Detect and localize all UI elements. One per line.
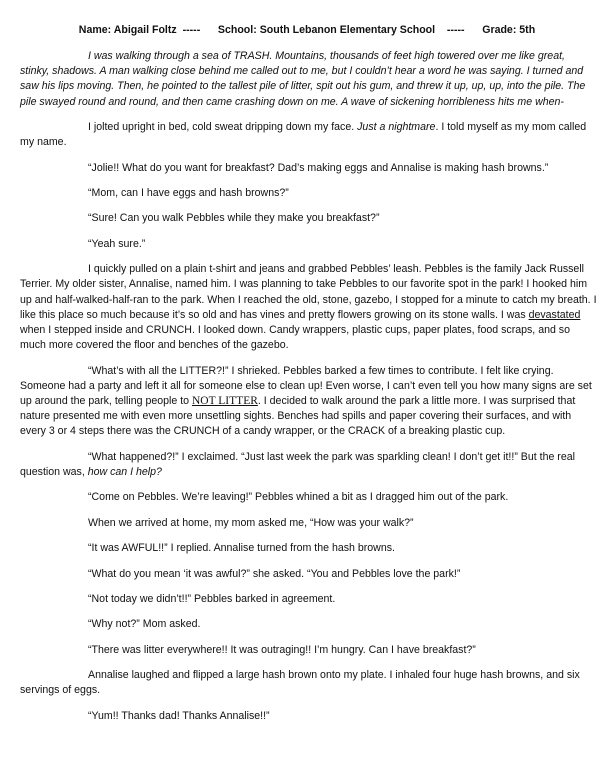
header-separator: -----	[446, 24, 465, 36]
grade-level: Grade: 5th	[482, 24, 536, 36]
header-separator: -----	[182, 24, 201, 36]
school-name: School: South Lebanon Elementary School	[217, 24, 436, 36]
paragraph-text: . I told myself as my mom called my name.	[20, 121, 587, 149]
underlined-text: NOT LITTER	[191, 394, 258, 407]
story-paragraph: “What do you mean ‘it was awful?” she asked. “You and Pebbles love the park!”	[88, 567, 461, 580]
story-paragraph: “Mom, can I have eggs and hash browns?”	[88, 186, 289, 199]
story-paragraph: Annalise laughed and flipped a large hash brown onto my plate. I inhaled four huge hash browns, and six servings of eggs.	[20, 669, 580, 697]
story-paragraph: I was walking through a sea of TRASH. Mountains, thousands of feet high towered over me like great, stinky, shadows. A man walking close behind me called out to me, but I couldn’t hear a word he was saying. I turned and saw his lips moving. Then, he pointed to the tallest pile of litter, spit out his gum, and threw it up, up, up, into the pile. The pile swayed round and round, and then came crashing down on me. A wave of sickening horribleness hits me when-	[20, 50, 586, 108]
paragraph-text: “What happened?!” I exclaimed. “Just last week the park was sparkling clean! I don’t get it!!” But the real question was,	[20, 450, 575, 478]
story-paragraph: “Sure! Can you walk Pebbles while they make you breakfast?”	[88, 212, 380, 225]
story-paragraph: “It was AWFUL!!” I replied. Annalise turned from the hash browns.	[88, 542, 395, 555]
story-paragraph	[20, 120, 597, 150]
story-paragraph: “Why not?” Mom asked.	[88, 618, 201, 631]
student-name: Name: Abigail Foltz	[78, 24, 177, 36]
story-paragraph	[20, 262, 597, 353]
story-body	[20, 49, 597, 734]
story-paragraph: “Jolie!! What do you want for breakfast? Dad’s making eggs and Annalise is making hash browns.”	[88, 161, 549, 174]
underlined-text: devastated	[528, 308, 581, 321]
story-paragraph: “Not today we didn’t!!” Pebbles barked in agreement.	[88, 592, 336, 605]
paragraph-text: “What’s with all the LITTER?!” I shrieked. Pebbles barked a few times to contribute. I felt like crying. Someone had a party and left it all for someone else to clean up! Even worse, I can’t even tell you how many signs are set up around the park, telling people to	[20, 364, 592, 407]
paragraph-text: I jolted upright in bed, cold sweat dripping down my face.	[88, 121, 358, 133]
document-header	[0, 24, 614, 36]
story-paragraph	[20, 364, 597, 440]
story-paragraph: “Yeah sure.”	[88, 237, 146, 250]
story-paragraph: “There was litter everywhere!! It was outraging!! I’m hungry. Can I have breakfast?”	[88, 643, 476, 656]
story-paragraph: “Yum!! Thanks dad! Thanks Annalise!!”	[88, 709, 270, 722]
italic-text: how can I help?	[87, 465, 162, 478]
story-paragraph	[20, 450, 597, 480]
story-paragraph: When we arrived at home, my mom asked me, “How was your walk?”	[88, 516, 414, 529]
italic-text: Just a nightmare	[357, 121, 436, 133]
paragraph-text: when I stepped inside and CRUNCH. I looked down. Candy wrappers, plastic cups, paper plates, food scraps, and so much more covered the floor and benches of the gazebo.	[20, 323, 570, 352]
paragraph-text: I quickly pulled on a plain t-shirt and jeans and grabbed Pebbles’ leash. Pebbles is the family Jack Russell Terrier. My older sister, Annalise, named him. I was planning to take Pebbles to our favorite spot in the park! I hooked him up and half-walked-half-ran to the park. When I reached the old, stone, gazebo, I stopped for a minute to catch my breath. I like this place so much because it’s so old and has vines and pretty flowers growing on its stone walls. I was	[20, 263, 597, 321]
story-paragraph: “Come on Pebbles. We’re leaving!” Pebbles whined a bit as I dragged him out of the park.	[88, 491, 509, 504]
paragraph-text: . I decided to walk around the park a little more. I was surprised that nature presented me with even more unsettling sights. Benches had spills and paper covering their surfaces, and with every 3 or 4 steps there was the CRUNCH of a candy wrapper, or the CRACK of a breaking plastic cup.	[20, 394, 576, 438]
